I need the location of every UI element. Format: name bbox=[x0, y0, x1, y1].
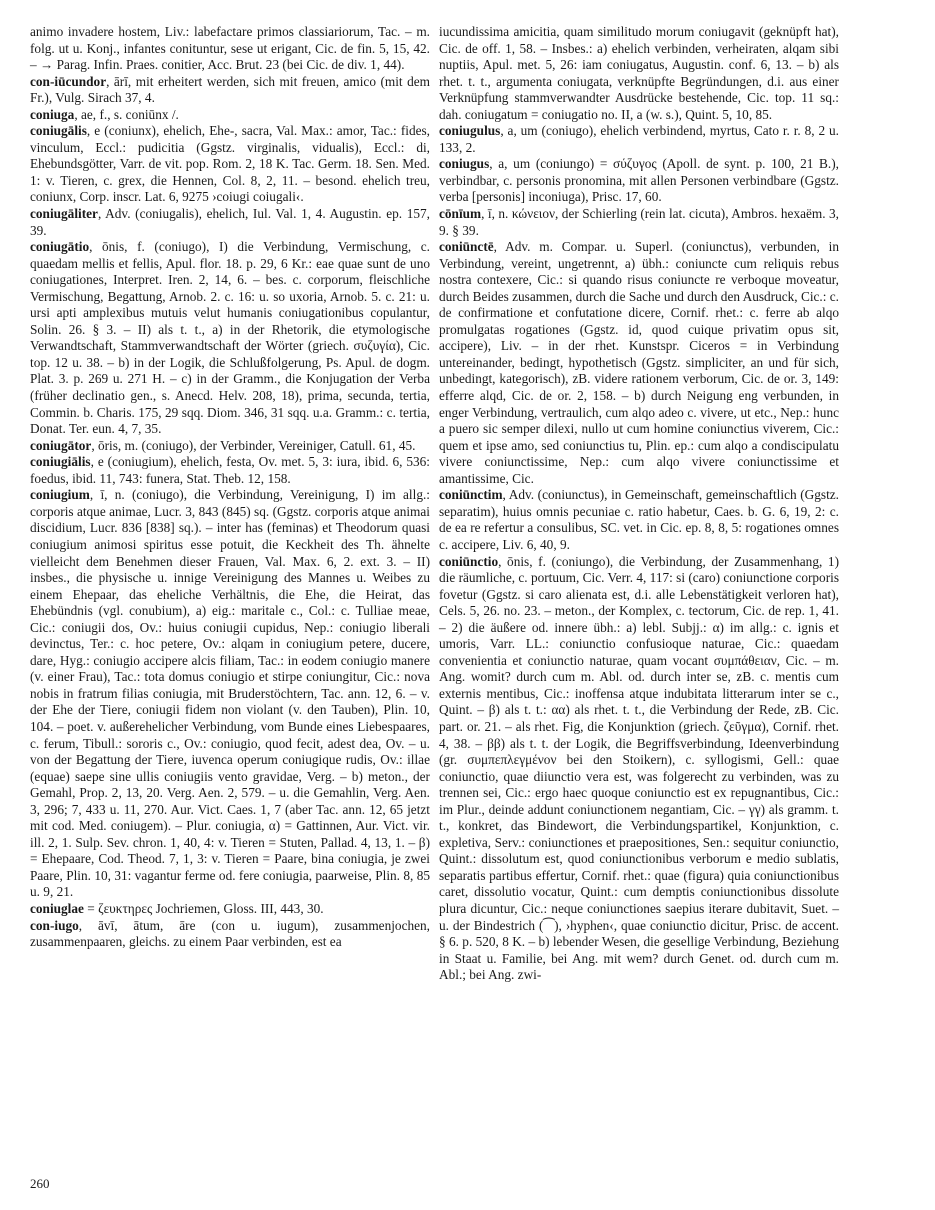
entry-headword: coniugulus bbox=[439, 123, 501, 139]
page-number: 260 bbox=[30, 1176, 50, 1191]
dictionary-entry bbox=[30, 239, 430, 438]
entry-headword: coniugālis bbox=[30, 123, 87, 139]
entry-text: , ōris, m. (coniugo), der Verbinder, Vereiniger, Catull. 61, 45. bbox=[91, 437, 416, 453]
dictionary-entry bbox=[30, 123, 430, 206]
entry-headword: coniugātor bbox=[30, 437, 92, 453]
dictionary-entry bbox=[30, 454, 430, 487]
dictionary-entry bbox=[30, 438, 430, 455]
left-column bbox=[30, 24, 430, 951]
entry-headword: coniūnctē bbox=[439, 239, 494, 255]
dictionary-entry bbox=[439, 554, 839, 984]
entry-text: , a, um (coniungo) = σύζυγος (Apoll. de synt. p. 100, 21 B.), verbindbar, c. personis pronomina, mit allen Personen verbindbare (Ggstz. verba [personis] inconiuga), Prisc. 17, 60. bbox=[439, 156, 839, 205]
dictionary-entry bbox=[30, 24, 430, 74]
entry-headword: coniūnctim bbox=[439, 487, 503, 503]
entry-text: , e (coniunx), ehelich, Ehe-, sacra, Val. Max.: amor, Tac.: fides, vinculum, Eccl.: pudicitia (Ggstz. virginalis, vidualis), Eccl.: di, Ehebundsgötter, Varr. de vit. pop. Rom. 2, 18 K. Tac. Germ. 18. Sen. Med. 1: v. Tieren, c. grex, die Hennen, Col. 8, 2, 11. – besond. ehelich treu, coniunx, Corp. inscr. Lat. 6, 9275 ›coiugi coiugali‹. bbox=[30, 123, 430, 205]
entry-headword: coniugāliter bbox=[30, 206, 98, 222]
entry-headword: cōnīum bbox=[439, 206, 482, 222]
entry-headword: coniuglae bbox=[30, 900, 84, 916]
entry-headword: coniugium bbox=[30, 487, 90, 503]
dictionary-entry bbox=[439, 24, 839, 123]
dictionary-entry bbox=[30, 918, 430, 951]
entry-text: iucundissima amicitia, quam similitudo morum coniugavit (geknüpft hat), Cic. de off. 1, 58. – Insbes.: a) ehelich verbinden, verheiraten, alqam sibi nuptiis, Apul. met. 5, 26: iam coniugatus, Augustin. conf. 6, 13. – b) als rhet. t. t., argumenta coniugata, verknüpfte Begründungen, d.i. aus einer Verknüpfung stammverwandter Ausdrücke bestehende, Cic. top. 11 sq.: dah. coniugatum = coniugatio no. II, a (w. s.), Quint. 5, 10, 85. bbox=[439, 24, 839, 122]
right-column bbox=[439, 24, 839, 984]
entry-text: , a, um (coniugo), ehelich verbindend, myrtus, Cato r. r. 8, 2 u. 133, 2. bbox=[439, 123, 839, 155]
entry-headword: con-iūcundor bbox=[30, 73, 107, 89]
entry-text: , ī, n. κώνειον, der Schierling (rein lat. cicuta), Ambros. hexaëm. 3, 9. § 39. bbox=[439, 206, 839, 238]
entry-headword: coniūnctio bbox=[439, 553, 499, 569]
dictionary-entry bbox=[30, 107, 430, 124]
dictionary-entry bbox=[30, 206, 430, 239]
entry-text: , Adv. (coniunctus), in Gemeinschaft, gemeinschaftlich (Ggstz. separatim), huius omnis pecuniae c. ratio habetur, Caes. b. G. 6, 19, 2: c. de ea re refertur a consulibus, SC. vet. in Cic. ep. 8, 8, 5: rogationes omnes c. accipere, Liv. 6, 40, 9. bbox=[439, 487, 839, 552]
entry-text: , Adv. (coniugalis), ehelich, Iul. Val. 1, 4. Augustin. ep. 157, 39. bbox=[30, 206, 430, 238]
entry-text: , Adv. m. Compar. u. Superl. (coniunctus), verbunden, in Verbindung, vereint, ungetrennt, a) übh.: coniuncte cum reliquis rebus nostra contexere, Cic.: si quando risus coniuncte re verboque moveatur, durch Beides zusammen, durch die Sache und durch den Ausdruck, Cic.: c. de confirmatione et confutatione dicere, Cornif. rhet.: c. ferre ab alqo promulgatas rogationes (Ggstz. id, quod cuique privatim opus sit, accipere), Liv. – in der rhet. Kunstspr. Ciceros = in Verbindung untereinander, bedingt, hypothetisch (Ggstz. simpliciter, an und für sich, unbedingt, kategorisch), zB. videre rationem verborum, Cic. de or. 3, 149: efferre alqd, Cic. de or. 2, 158. – b) durch Neigung eng verbunden, in enger Verbindung, vertraulich, cum alqo adeo c. vivere, ut etc., Nep.: hunc a puero sic semper dilexi, nullo ut cum homine coniunctius viverem, Cic.: quem et ipse amo, sed coniunctius tu, Plin. ep.: cum alqo a condiscipulatu vivere coniunctissime, Nep.: cum alqo vivere coniunctissime et amantissime, Cic. bbox=[439, 239, 839, 486]
entry-headword: coniuga bbox=[30, 106, 75, 122]
dictionary-entry bbox=[30, 487, 430, 901]
dictionary-entry bbox=[30, 901, 430, 918]
dictionary-entry bbox=[30, 74, 430, 107]
dictionary-entry bbox=[439, 487, 839, 553]
entry-text: , e (coniugium), ehelich, festa, Ov. met. 5, 3: iura, ibid. 6, 536: foedus, ibid. 11, 743: funera, Stat. Theb. 12, 158. bbox=[30, 454, 430, 486]
dictionary-entry bbox=[439, 156, 839, 206]
entry-text: , ae, f., s. coniūnx /. bbox=[74, 106, 179, 122]
entry-text: , ī, n. (coniugo), die Verbindung, Vereinigung, I) im allg.: corporis atque animae, Lucr. 3, 843 (845) sq. (Ggstz. corporis atque animai discidium, Lucr. 836 [838] sq.). – inter has (feminas) et Theodorum quasi coniugium animosi spiritus esse potuit, die Keckheit des Th. ähnelte vielleicht dem Benehmen dieser Frauen, Val. Max. 6, 2. ext. 3. – II) insbes., die physische u. innige Vereinigung des Mannes u. Weibes zu einem Ehepaar, das eheliche Verhältnis, die Ehe, die Heirat, das Ehebündnis (vgl. conubium), a) eig.: maritale c., Col.: c. Tulliae meae, Cic.: coniugii dos, Ov.: huius coniugii cupidus, Nep.: coniugio liberali devinctus, Ter.: c. hoc petere, Ov.: alqam in coniugium petere, ducere, dare, Hyg.: coniugio accipere alcis filiam, Tac.: in eodem coniugio manere (v. einer Frau), Tac.: tota domus coniugio et stirpe coniungitur, Cic.: nova nobis in fratrum filias coniugia, mit Bruderstöchtern, Tac. ann. 12, 6. – v. der Ehe der Tiere, coniugii fidem non violant (v. den Tauben), Plin. 10, 104. – poet. v. außerehelicher Verbindung, vom Bunde eines Liebespaares, c. ferum, Tibull.: sororis c., Ov.: coniugio, quod fecit, adest dea, Ov. – u. von der Begattung der Tiere, iuvenca operum coniugique rudis, Ov.: illae (equae) saepe sine ullis coniugiis vento gravidae, Verg. – b) meton., der Gemahl, Prop. 2, 13, 20. Verg. Aen. 2, 579. – u. die Gemahlin, Verg. Aen. 3, 296; 7, 433 u. 11, 270. Aur. Vict. Caes. 1, 7 (aber Tac. ann. 12, 65 jetzt mit cod. Med. coniugem). – Plur. coniugia, α) = Gattinnen, Aur. Vict. vir. ill. 2, 1. Sulp. Sev. chron. 1, 40, 4: v. Tieren = Stuten, Pallad. 4, 13, 1. – β) = Ehepaare, Cod. Theod. 7, 1, 3: v. Tieren = Paare, bina coniugia, je zwei Paare, Plin. 10, 31: vagantur ferme od. fere coniugia, paarweise, Plin. 8, 85 u. 9, 21. bbox=[30, 487, 430, 900]
entry-headword: coniugiālis bbox=[30, 454, 91, 470]
dictionary-entry bbox=[439, 123, 839, 156]
dictionary-entry bbox=[439, 239, 839, 487]
entry-text: , ārī, mit erheitert werden, sich mit freuen, amico (mit dem Fr.), Vulg. Sirach 37, 4. bbox=[30, 73, 430, 106]
entry-text: , ōnis, f. (coniungo), die Verbindung, der Zusammenhang, 1) die räumliche, c. portuum, Cic. Verr. 4, 117: si (caro) coniunctione corporis fovetur (Ggstz. si caro alienata est, d.i. alle Lebenstätigkeit verloren hat), Cels. 5, 26. no. 23. – meton., der Komplex, c. tectorum, Cic. de rep. 1, 41. – 2) die äußere od. innere übh.: a) lebl. Subjj.: α) im allg.: c. ignis et umoris, Varr. LL.: coniunctio confusioque naturae, Cic.: quaedam convenientia et coniunctio naturae, quam vocant συμπάθειαν, Cic. – m. Ang. womit? durch cum m. Abl. od. durch inter se, zB. c. mentis cum externis mentibus, Cic.: inoffensa atque indubitata litterarum inter se c., Quint. – β) als t. t.: αα) als rhet. t. t., die Verbindung der Rede, zB. Cic. part. or. 21. – als rhet. Fig, die Konjunktion (griech. ζεῦγμα), Cornif. rhet. 4, 38. – ββ) als t. t. der Logik, die Begriffsverbindung, Ideenverbindung (gr. συμπεπλεγμένον bei den Stoikern), c. syllogismi, Gell.: quae coniunctio, quae diiunctio vera est, was folgerecht zu verbinden, was zu trennen sei, Cic.: ergo haec quoque coniunctio est ex repugnantibus, Cic.: im Plur., deinde addunt coniunctionem negantiam, Cic. – γγ) als gramm. t. t., konkret, das Bindewort, die Verbindungspartikel, Konjunktion, c. expletiva, Serv.: coniunctiones et praepositiones, Sen.: sequitur coniunctio, Quint.: dissolutum est, quod coniunctionibus verborum e medio sublatis, separatis partibus effertur, Cornif. rhet.: quae (figura) quia coniunctionibus caret, dissolutio vocatur, Quint.: cum demptis coniunctionibus dissolute plura dicuntur, Cic.: neque coniunctiones saepius iterare dubitavit, Suet. – u. der Bindestrich (⁀), ›hyphen‹, quae coniunctio dicitur, Prisc. de accent. § 6. p. 520, 8 K. – b) lebender Wesen, die gesellige Verbindung, Beziehung in Staat u. Familie, bei Ang. mit wem? durch Genet. od. durch cum m. Abl.; bei Ang. zwi- bbox=[439, 553, 839, 983]
entry-text: = ζευκτηρες Jochriemen, Gloss. III, 443, 30. bbox=[83, 900, 324, 916]
entry-text: animo invadere hostem, Liv.: labefactare primos classiariorum, Tac. – m. folg. ut u. Konj., infantes conituntur, sese ut erigant, Cic. de fin. 5, 15, 42. – → Parag. Infin. Praes. conitier, Acc. Brut. 23 (bei Cic. de div. 1, 44). bbox=[30, 24, 430, 73]
entry-text: , ōnis, f. (coniugo), I) die Verbindung, Vermischung, c. quaedam mellis et fellis, Apul. flor. 18. p. 29, 6 Kr.: eae quae sunt de uno coniugationes, Interpret. Iren. 2, 14, 6. – bes. c. corporum, fleischliche Vermischung, Begattung, Arnob. 2. c. 16: u. so uxoria, Arnob. 5. c. 21: u. ursi apti amplexibus mutuis velut humanis coniugationibus copulantur, Solin. 26. § 3. – II) als t. t., a) in der Rhetorik, die etymologische Verwandtschaft, Stammverwandtschaft der Wörter (griech. συζυγία), Cic. top. 12 u. 38. – b) in der Logik, die Schlußfolgerung, Ps. Apul. de dogm. Plat. 3. p. 269 u. 271 H. – c) in der Gramm., die Konjugation der Verba (früher declinatio gen., s. Anecd. Helv. 208, 18), prima, secunda, tertia, Commin. b. Charis. 175, 29 sqq. Diom. 346, 31 sqq. u.a. Gramm.: c. tertia, Donat. Ter. eun. 4, 7, 35. bbox=[30, 239, 430, 437]
entry-headword: coniugus bbox=[439, 156, 490, 172]
entry-text: , āvī, ātum, āre (con u. iugum), zusammenjochen, zusammenpaaren, gleichs. zu einem Paar verbinden, est ea bbox=[30, 917, 430, 950]
dictionary-entry bbox=[439, 206, 839, 239]
entry-headword: con-iugo bbox=[30, 917, 79, 933]
entry-headword: coniugātio bbox=[30, 239, 90, 255]
